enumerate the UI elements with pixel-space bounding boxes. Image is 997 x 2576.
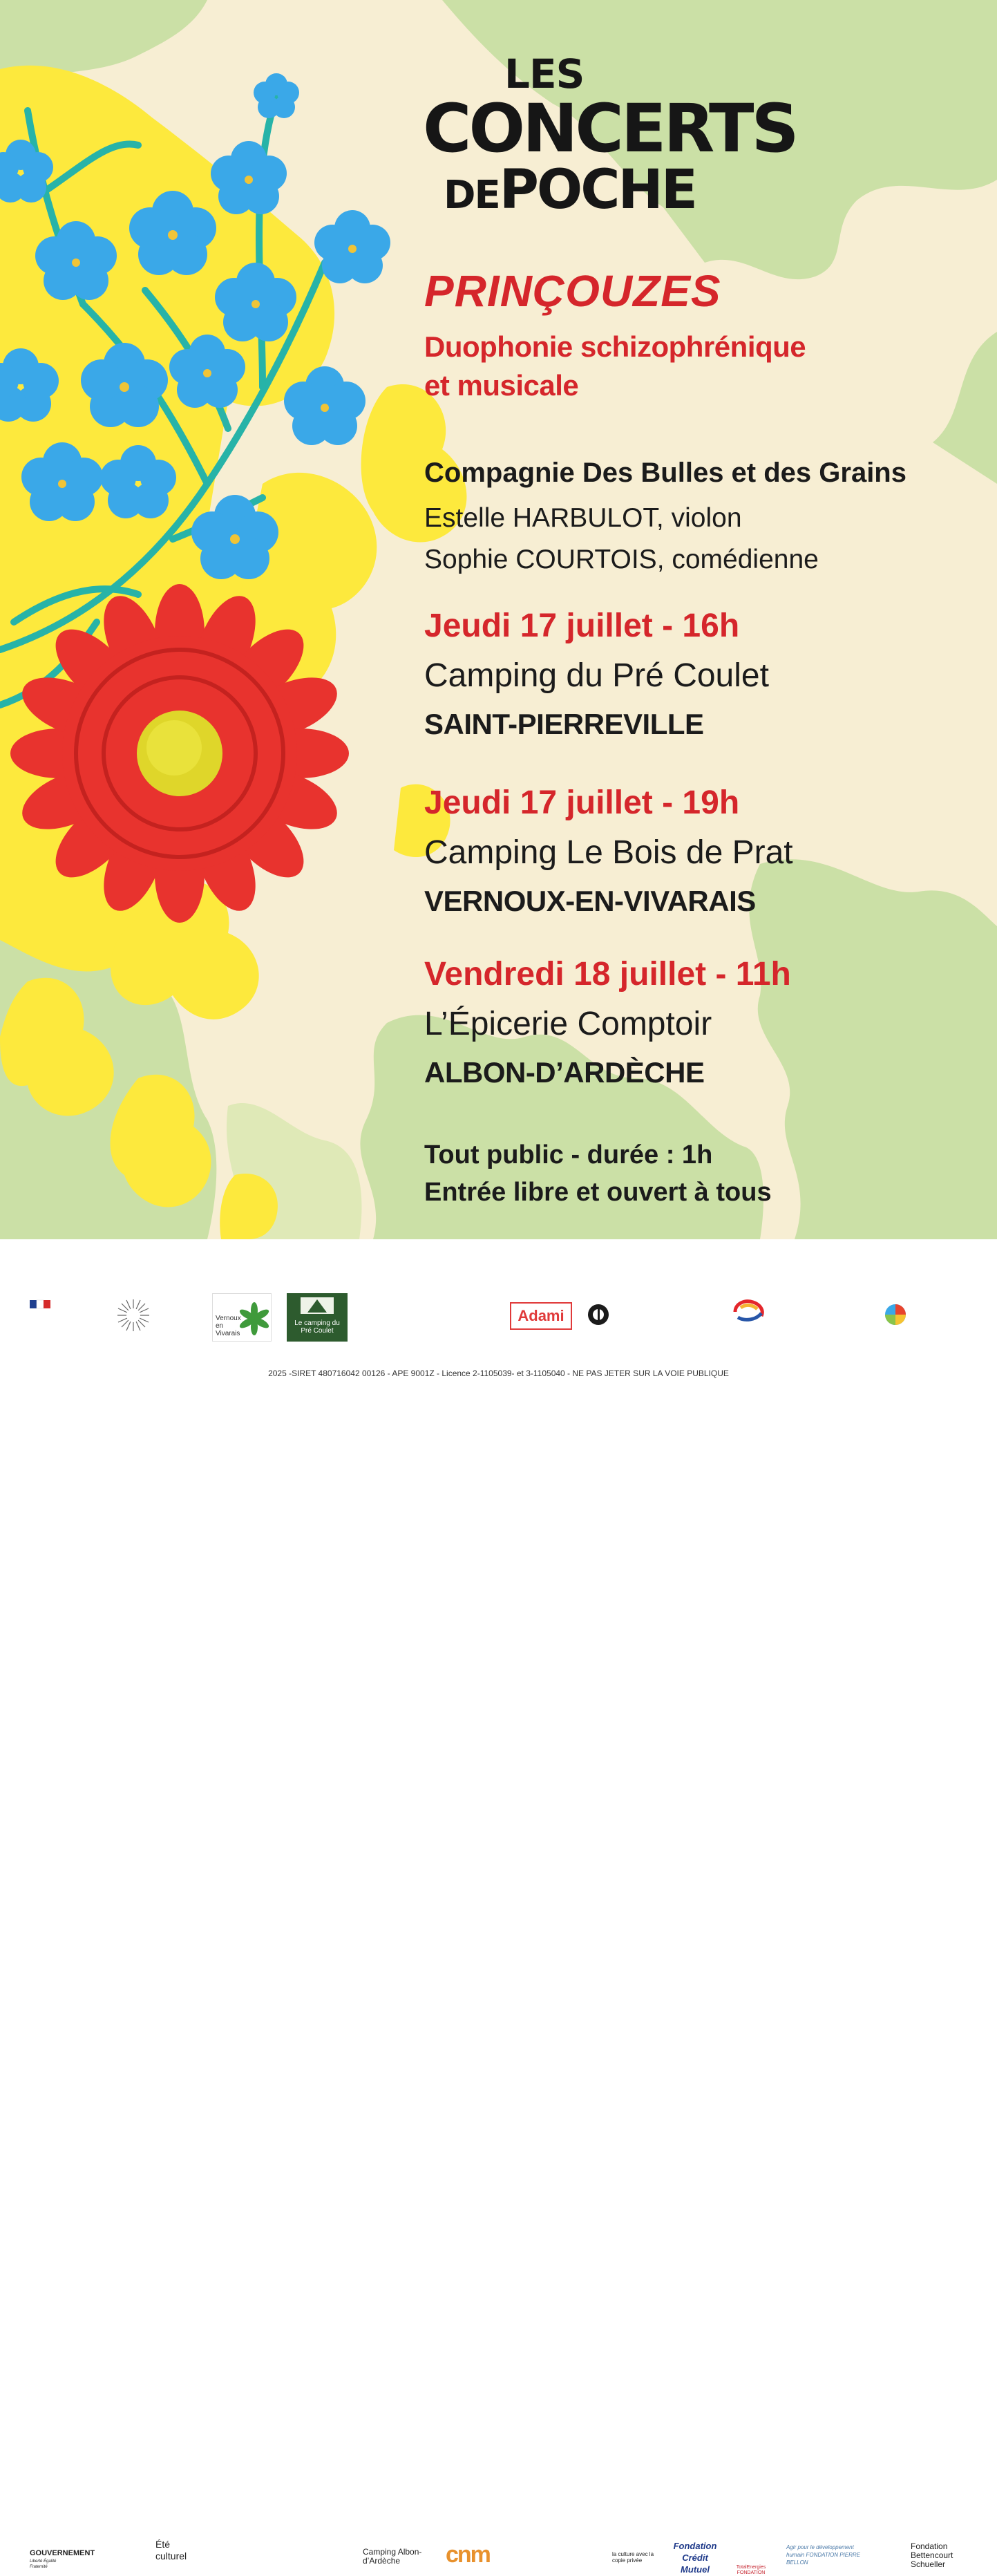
- event-3-venue: L’Épicerie Comptoir: [424, 1006, 712, 1042]
- company-name: Compagnie Des Bulles et des Grains: [424, 458, 906, 488]
- artist-2: Sophie COURTOIS, comédienne: [424, 545, 819, 574]
- sponsor-gouvernement-motto: Liberté Égalité Fraternité: [30, 2559, 57, 2569]
- show-subtitle: [424, 328, 806, 405]
- sponsor-vernoux: Vernoux en Vivarais: [216, 1315, 241, 1337]
- ete-culturel-sun-icon: [116, 1298, 151, 1333]
- sponsor-fondation-bettencourt: Fondation Bettencourt Schueller: [911, 2541, 953, 2569]
- show-subtitle-line-2: et musicale: [424, 369, 579, 402]
- event-1-venue: Camping du Pré Coulet: [424, 657, 769, 694]
- sponsor-fondation-credit-mutuel: Fondation Crédit Mutuel: [673, 2541, 717, 2575]
- sponsor-fondation-pierre-bellon: Agir pour le développement humain FONDATION PIERRE BELLON: [786, 2544, 860, 2566]
- copie-privee-icon: [587, 1304, 609, 1326]
- brand-line-3-small: DE: [444, 173, 500, 218]
- brand-line-3-main: POCHE: [499, 159, 696, 221]
- event-2-city: VERNOUX-EN-VIVARAIS: [424, 885, 756, 917]
- sponsor-adami: Adami: [518, 1307, 564, 1324]
- vernoux-logo: [212, 1293, 272, 1342]
- camping-pre-coulet-logo: [287, 1293, 348, 1342]
- poster: [0, 0, 997, 1239]
- gouvernement-flag-icon: [30, 1299, 50, 1308]
- sponsor-ete-culturel: Été culturel: [155, 2539, 187, 2561]
- sponsor-cnm: cnm: [446, 2541, 490, 2568]
- bettencourt-logo-icon: [884, 1304, 906, 1326]
- brand-line-3: [444, 159, 696, 221]
- brand-line-1: LES: [504, 50, 585, 97]
- sponsor-camping-albon: Camping Albon-d’Ardèche: [363, 2547, 422, 2566]
- sponsor-camping-pre-coulet: Le camping du Pré Coulet: [294, 1319, 340, 1335]
- show-title: PRINÇOUZES: [424, 266, 721, 316]
- event-2-venue: Camping Le Bois de Prat: [424, 834, 793, 871]
- event-1-city: SAINT-PIERREVILLE: [424, 708, 704, 740]
- event-3-city: ALBON-D’ARDÈCHE: [424, 1056, 705, 1089]
- brand-line-2: CONCERTS: [423, 90, 797, 167]
- artist-1: Estelle HARBULOT, violon: [424, 503, 742, 533]
- info-audience: Tout public - durée : 1h: [424, 1140, 713, 1169]
- adami-logo: [510, 1302, 572, 1330]
- sponsor-gouvernement: GOUVERNEMENT: [30, 2549, 95, 2557]
- event-1-date: Jeudi 17 juillet - 16h: [424, 608, 740, 644]
- totalenergies-logo-icon: [731, 1298, 768, 1323]
- show-subtitle-line-1: Duophonie schizophrénique: [424, 330, 806, 363]
- legal-notice: 2025 -SIRET 480716042 00126 - APE 9001Z - Licence 2-1105039- et 3-1105040 - NE PAS JETER SUR LA VOIE PUBLIQUE: [268, 1369, 729, 1378]
- info-entry: Entrée libre et ouvert à tous: [424, 1178, 772, 1207]
- camping-tent-icon: [287, 1293, 348, 1318]
- sponsor-copie-privee: la culture avec la copie privée: [612, 2551, 654, 2564]
- event-3-date: Vendredi 18 juillet - 11h: [424, 956, 791, 993]
- sponsor-totalenergies: TotalEnergies FONDATION: [736, 2565, 766, 2575]
- event-2-date: Jeudi 17 juillet - 19h: [424, 784, 740, 821]
